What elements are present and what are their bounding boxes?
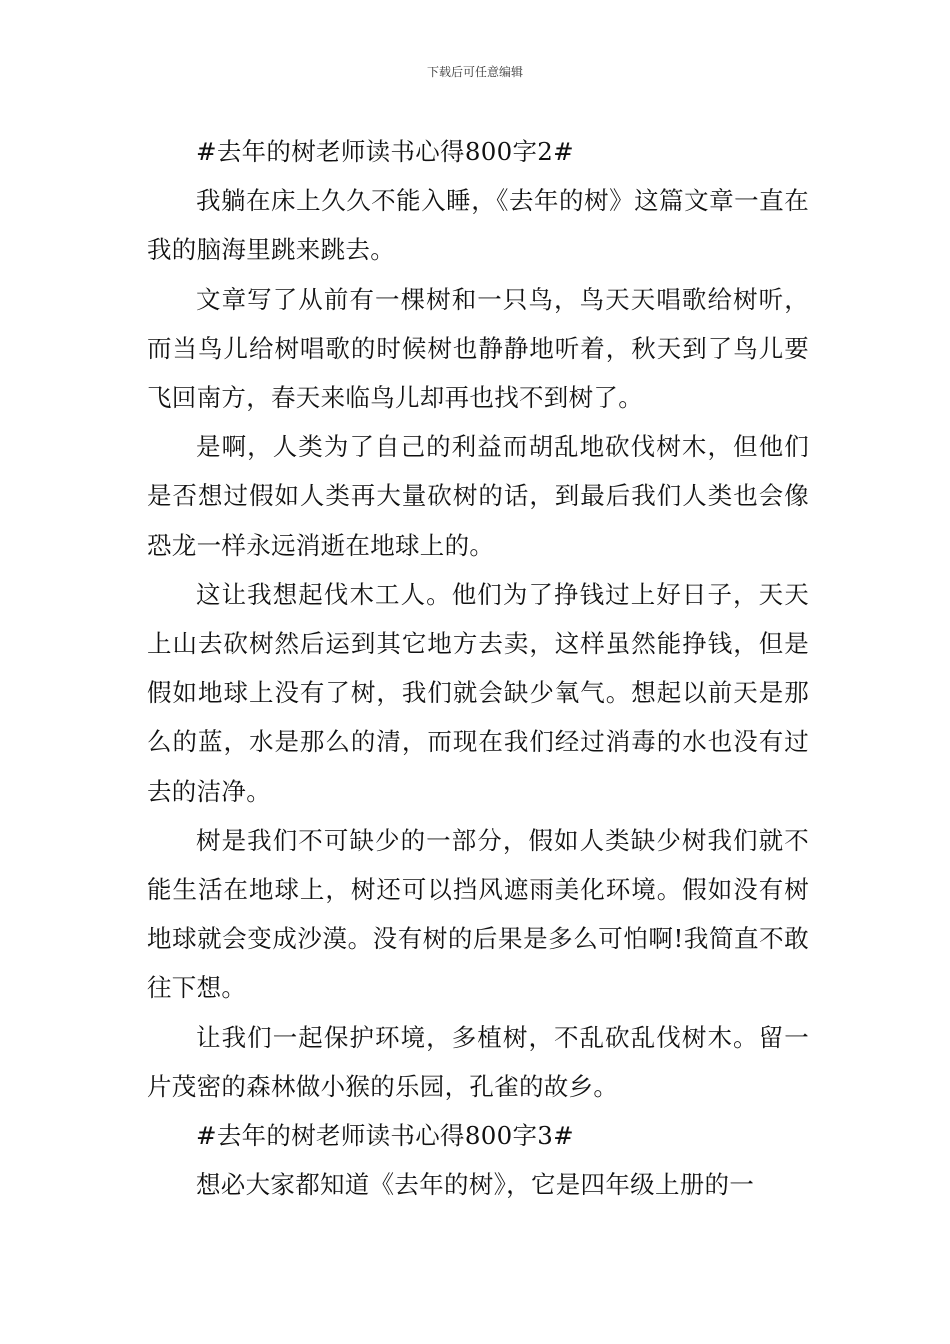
section-heading-2: #去年的树老师读书心得800字2# — [196, 137, 575, 166]
paragraph-4: 这让我想起伐木工人。他们为了挣钱过上好日子，天天上山去砍树然后运到其它地方去卖，这样虽然能挣钱，但是假如地球上没有了树，我们就会缺少氧气。想起以前天是那么的蓝，水是那么的清，而现在我们经过消毒的水也没有过去的洁净。 — [147, 579, 809, 806]
paragraph-5: 树是我们不可缺少的一部分，假如人类缺少树我们就不能生活在地球上，树还可以挡风遮雨美化环境。假如没有树地球就会变成沙漠。没有树的后果是多么可怕啊!我简直不敢往下想。 — [147, 825, 809, 1003]
paragraph-7: 想必大家都知道《去年的树》，它是四年级上册的一 — [196, 1170, 755, 1200]
document-body — [147, 127, 809, 1209]
paragraph-6: 让我们一起保护环境，多植树，不乱砍乱伐树木。留一片茂密的森林做小猴的乐园，孔雀的故乡。 — [147, 1022, 809, 1101]
section-heading-3: #去年的树老师读书心得800字3# — [196, 1121, 575, 1151]
paragraph-1: 我躺在床上久久不能入睡，《去年的树》这篇文章一直在我的脑海里跳来跳去。 — [147, 186, 809, 265]
paragraph-2: 文章写了从前有一棵树和一只鸟，鸟天天唱歌给树听，而当鸟儿给树唱歌的时候树也静静地听着，秋天到了鸟儿要飞回南方，春天来临鸟儿却再也找不到树了。 — [147, 284, 809, 413]
paragraph-3: 是啊，人类为了自己的利益而胡乱地砍伐树木，但他们是否想过假如人类再大量砍树的话，到最后我们人类也会像恐龙一样永远消逝在地球上的。 — [147, 432, 809, 560]
page-header-note: 下载后可任意编辑 — [426, 65, 523, 79]
